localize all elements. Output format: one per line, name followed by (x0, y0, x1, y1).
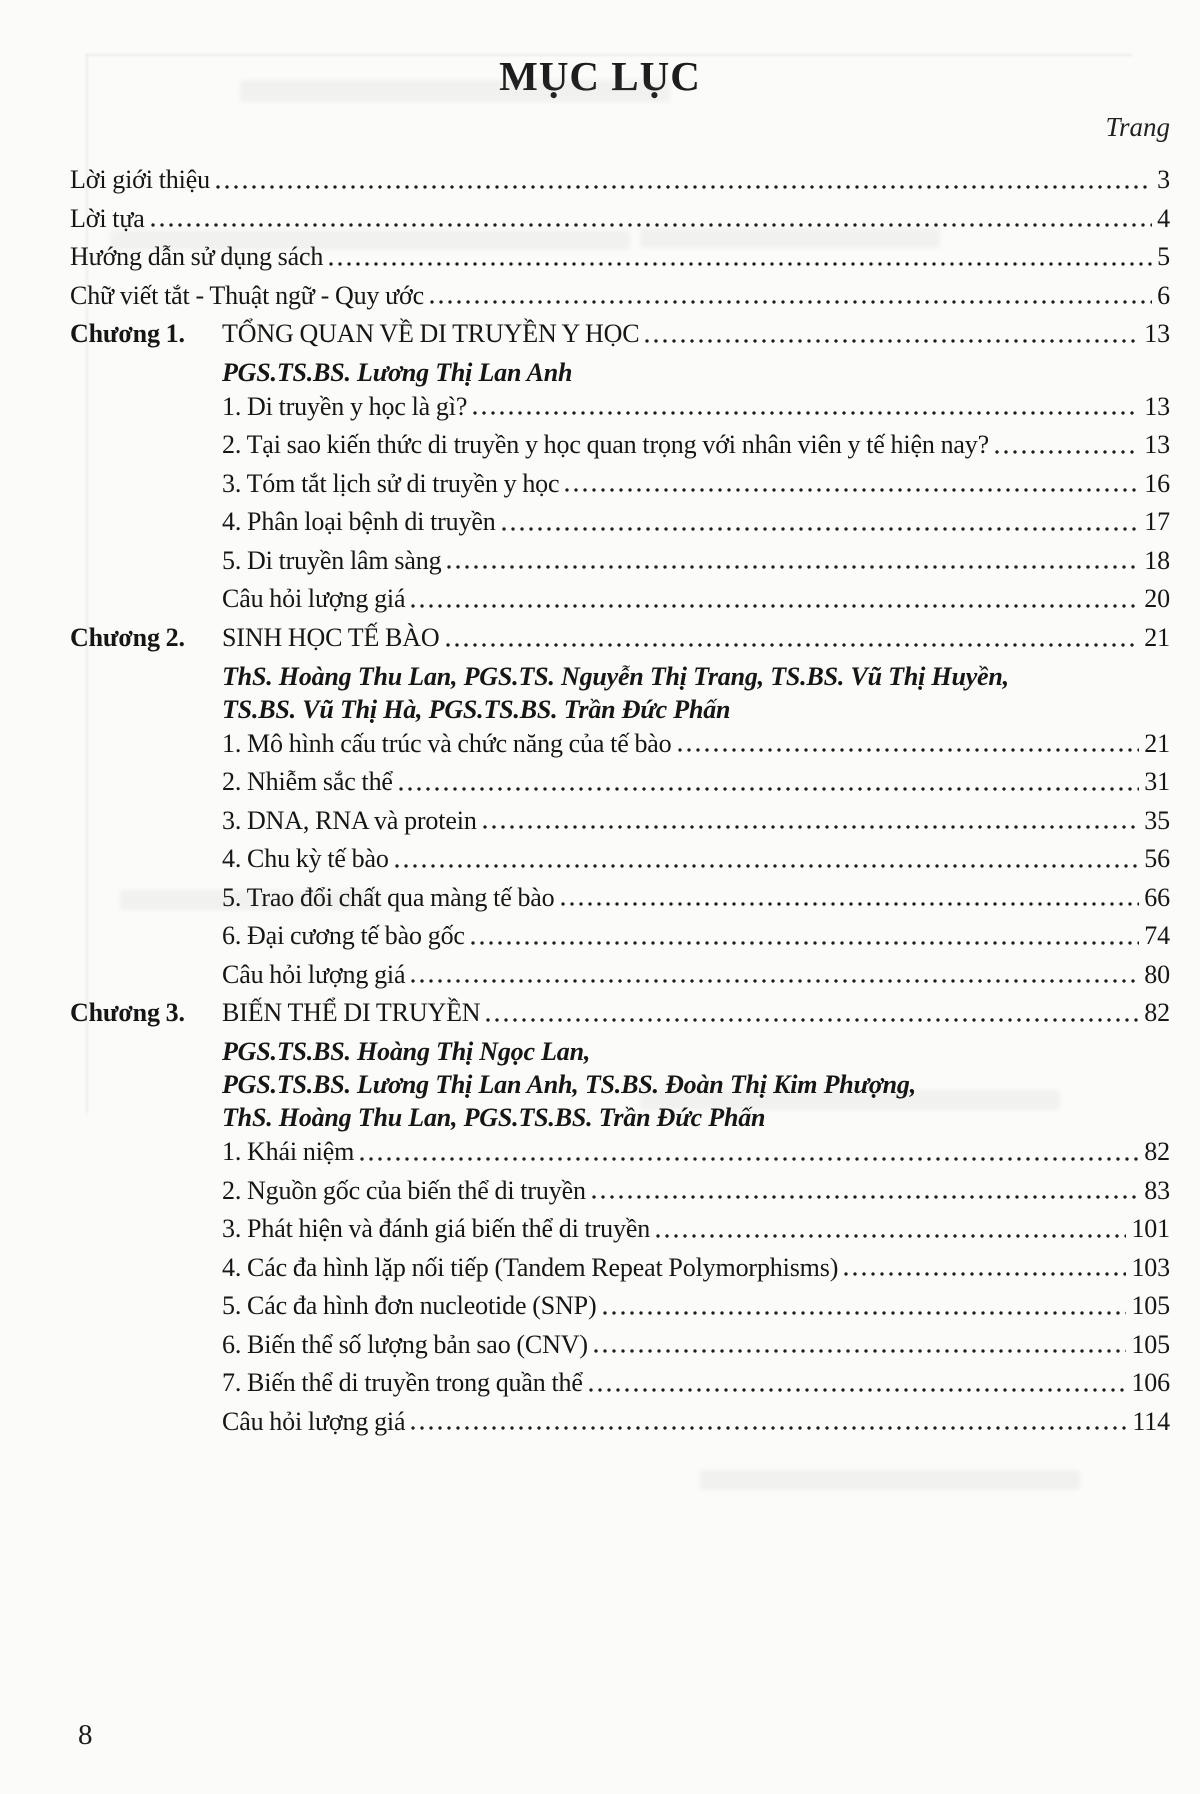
toc-entry-label: 3. Phát hiện và đánh giá biến thể di truyền (222, 1214, 651, 1244)
toc-entry-page: 20 (1144, 584, 1170, 614)
toc-entry-page: 21 (1144, 623, 1170, 653)
toc-entry-label: Lời tựa (70, 203, 145, 233)
chapter-block (70, 999, 1170, 1435)
toc-entry-page: 56 (1144, 844, 1170, 874)
toc-item-row (222, 730, 1170, 758)
dotted-leader (645, 339, 1139, 343)
dotted-leader (592, 1195, 1139, 1199)
toc-item-row (222, 470, 1170, 498)
dotted-leader (486, 1018, 1139, 1022)
toc-entry-label: 5. Trao đổi chất qua màng tế bào (222, 882, 555, 912)
toc-item-row (222, 1331, 1170, 1359)
toc-item-row (222, 1254, 1170, 1282)
toc-entry-page: 16 (1144, 468, 1170, 498)
page-column-header: Trang (1105, 112, 1170, 142)
toc-entry-page: 74 (1144, 921, 1170, 951)
toc-item-row (222, 547, 1170, 575)
toc-entry-label: 5. Di truyền lâm sàng (222, 545, 442, 575)
dotted-leader (471, 941, 1139, 945)
chapter-authors (222, 660, 1170, 726)
chapter-label: Chương 1. (70, 319, 185, 349)
front-matter-row (70, 282, 1170, 310)
toc-entry-label: 6. Biến thể số lượng bản sao (CNV) (222, 1329, 588, 1359)
dotted-leader (844, 1272, 1126, 1276)
dotted-leader (395, 864, 1140, 868)
dotted-leader (561, 902, 1140, 906)
toc-entry-label: 7. Biến thể di truyền trong quần thể (222, 1368, 583, 1398)
toc-entry-label: 2. Tại sao kiến thức di truyền y học quan trọng với nhân viên y tế hiện nay? (222, 430, 990, 460)
chapter-authors (222, 1035, 1170, 1134)
toc-entry-label: Chữ viết tắt - Thuật ngữ - Quy ước (70, 280, 425, 310)
toc-entry-label: Lời giới thiệu (70, 165, 210, 194)
toc-entry-page: 106 (1131, 1368, 1170, 1398)
toc-item-row (222, 1138, 1170, 1166)
toc-entry-label: 4. Các đa hình lặp nối tiếp (Tandem Repeat Polymorphisms) (222, 1252, 839, 1282)
toc-item-row (222, 1292, 1170, 1320)
toc-item-row (222, 1408, 1170, 1436)
toc-entry-label: 2. Nhiễm sắc thể (222, 767, 393, 797)
page-number: 8 (78, 1719, 93, 1751)
toc-item-row (222, 922, 1170, 950)
toc-entry-page: 13 (1144, 319, 1170, 349)
toc-entry-label: 1. Khái niệm (222, 1137, 355, 1167)
toc-entry-label: Câu hỏi lượng giá (222, 1406, 406, 1436)
front-matter-row (70, 243, 1170, 271)
toc-entry-page: 17 (1144, 507, 1170, 537)
dotted-leader (603, 1311, 1127, 1315)
dotted-leader (411, 1426, 1127, 1430)
dotted-leader (483, 825, 1140, 829)
toc-entry-page: 4 (1157, 203, 1170, 233)
toc-item-row (222, 845, 1170, 873)
toc-item-row (222, 884, 1170, 912)
dotted-leader (430, 300, 1152, 304)
toc-entry-page: 83 (1144, 1175, 1170, 1205)
author-line: TS.BS. Vũ Thị Hà, PGS.TS.BS. Trần Đức Phấn (222, 694, 731, 724)
dotted-leader (411, 979, 1139, 983)
toc-item-row (222, 961, 1170, 989)
toc-entry-label: 4. Chu kỳ tế bào (222, 844, 389, 874)
front-matter-row (70, 205, 1170, 233)
toc-entry-page: 82 (1144, 998, 1170, 1028)
toc-entry-page: 82 (1144, 1137, 1170, 1167)
chapter-title: SINH HỌC TẾ BÀO (222, 623, 440, 653)
toc-entry-page: 5 (1157, 242, 1170, 272)
author-line: PGS.TS.BS. Lương Thị Lan Anh (222, 357, 573, 387)
dotted-leader (589, 1388, 1127, 1392)
chapter-items (222, 393, 1170, 613)
dotted-leader (594, 1349, 1127, 1353)
toc-item-row (222, 1369, 1170, 1397)
toc-entry-label: Câu hỏi lượng giá (222, 584, 406, 614)
chapter-items (222, 1138, 1170, 1435)
chapter-row (70, 999, 1170, 1027)
toc-entry-page: 31 (1144, 767, 1170, 797)
toc-entry-page: 80 (1144, 959, 1170, 989)
toc-entry-page: 35 (1144, 805, 1170, 835)
author-line: ThS. Hoàng Thu Lan, PGS.TS.BS. Trần Đức Phấn (222, 1103, 766, 1133)
dotted-leader (399, 787, 1139, 791)
dotted-leader (473, 411, 1139, 415)
toc-entry-label: 3. Tóm tắt lịch sử di truyền y học (222, 468, 560, 498)
toc-entry-label: 2. Nguồn gốc của biến thể di truyền (222, 1175, 586, 1205)
toc-item-row (222, 1177, 1170, 1205)
toc-entry-label: 1. Mô hình cấu trúc và chức năng của tế bào (222, 728, 672, 758)
dotted-leader (502, 527, 1140, 531)
toc-entry-page: 13 (1144, 391, 1170, 421)
toc-entry-label: 4. Phân loại bệnh di truyền (222, 507, 496, 537)
dotted-leader (447, 565, 1139, 569)
chapter-authors (222, 356, 1170, 389)
chapter-title: BIẾN THỂ DI TRUYỀN (222, 998, 481, 1028)
dotted-leader (411, 604, 1139, 608)
dotted-leader (151, 223, 1152, 227)
dotted-leader (216, 185, 1152, 189)
toc-item-row (222, 807, 1170, 835)
toc-item-row (222, 768, 1170, 796)
toc-entry-label: Câu hỏi lượng giá (222, 959, 406, 989)
author-line: PGS.TS.BS. Lương Thị Lan Anh, TS.BS. Đoàn Thị Kim Phượng, (222, 1070, 917, 1099)
toc-entry-label: Hướng dẫn sử dụng sách (70, 242, 324, 272)
toc-entry-page: 18 (1144, 545, 1170, 575)
toc-entry-page: 101 (1131, 1214, 1170, 1244)
author-line: ThS. Hoàng Thu Lan, PGS.TS. Nguyễn Thị Trang, TS.BS. Vũ Thị Huyền, (222, 661, 1009, 691)
dotted-leader (995, 450, 1139, 454)
toc-entry-label: 6. Đại cương tế bào gốc (222, 921, 465, 951)
chapter-row (70, 624, 1170, 652)
toc-entry-label: 3. DNA, RNA và protein (222, 805, 477, 835)
chapter-block (70, 624, 1170, 988)
toc-item-row (222, 585, 1170, 613)
toc-entry-page: 103 (1131, 1252, 1170, 1282)
author-line: PGS.TS.BS. Hoàng Thị Ngọc Lan, (222, 1036, 591, 1066)
toc-item-row (222, 393, 1170, 421)
toc-item-row (222, 1215, 1170, 1243)
page-title: MỤC LỤC (499, 53, 701, 99)
chapter-label: Chương 3. (70, 998, 185, 1028)
table-of-contents (70, 166, 1170, 1446)
dotted-leader (446, 643, 1140, 647)
toc-entry-page: 3 (1157, 165, 1170, 194)
dotted-leader (329, 262, 1152, 266)
toc-item-row (222, 508, 1170, 536)
chapter-block (70, 320, 1170, 613)
chapter-row (70, 320, 1170, 348)
toc-entry-label: 5. Các đa hình đơn nucleotide (SNP) (222, 1291, 597, 1321)
toc-entry-page: 105 (1131, 1329, 1170, 1359)
toc-entry-page: 13 (1144, 430, 1170, 460)
bleed-through-smudge (700, 1470, 1080, 1490)
dotted-leader (360, 1157, 1139, 1161)
chapter-label: Chương 2. (70, 623, 185, 653)
toc-entry-page: 66 (1144, 882, 1170, 912)
dotted-leader (565, 488, 1139, 492)
toc-item-row (222, 431, 1170, 459)
toc-entry-page: 6 (1157, 280, 1170, 310)
chapter-items (222, 730, 1170, 989)
dotted-leader (678, 748, 1140, 752)
toc-entry-label: 1. Di truyền y học là gì? (222, 391, 468, 421)
dotted-leader (656, 1234, 1126, 1238)
front-matter-row (70, 166, 1170, 194)
toc-entry-page: 105 (1131, 1291, 1170, 1321)
toc-entry-page: 114 (1132, 1406, 1170, 1436)
chapter-title: TỔNG QUAN VỀ DI TRUYỀN Y HỌC (222, 319, 640, 349)
toc-entry-page: 21 (1144, 728, 1170, 758)
